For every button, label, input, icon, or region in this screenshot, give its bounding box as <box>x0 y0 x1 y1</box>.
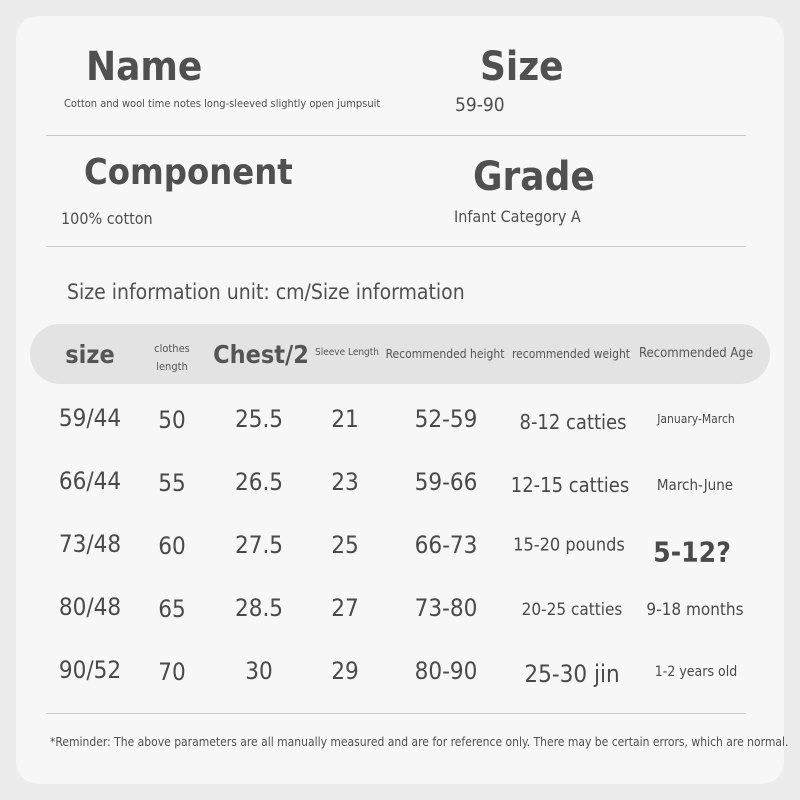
column-header: Sleeve Length <box>314 347 380 358</box>
column-header: Chest/2 <box>213 340 309 369</box>
weight-cell: 8-12 catties <box>519 410 627 434</box>
sleeve-cell: 23 <box>331 468 359 496</box>
height-cell: 80-90 <box>414 657 478 685</box>
chest-cell: 25.5 <box>234 405 284 433</box>
column-header: size <box>65 340 115 369</box>
size-cell: 73/48 <box>58 530 122 558</box>
height-cell: 73-80 <box>414 594 478 622</box>
size-cell: 80/48 <box>58 593 122 621</box>
divider <box>46 713 746 714</box>
weight-cell: 12-15 catties <box>510 473 630 497</box>
age-cell: March-June <box>656 476 734 494</box>
column-header: Recommended height <box>385 347 505 361</box>
chest-cell: 30 <box>245 657 273 685</box>
component-value: 100% cotton <box>61 209 153 228</box>
grade-value: Infant Category A <box>454 207 581 226</box>
age-cell: 1-2 years old <box>654 664 738 680</box>
chest-cell: 26.5 <box>234 468 284 496</box>
weight-cell: 20-25 catties <box>521 600 623 620</box>
name-heading: Name <box>86 44 203 90</box>
height-cell: 52-59 <box>414 405 478 433</box>
length-cell: 55 <box>158 469 186 497</box>
length-cell: 60 <box>158 532 186 560</box>
table-title: Size information unit: cm/Size information <box>67 280 465 304</box>
weight-cell: 25-30 jin <box>524 660 620 688</box>
column-header: recommended weight <box>511 347 631 361</box>
divider <box>46 246 746 247</box>
size-cell: 90/52 <box>58 656 122 684</box>
age-cell: 9-18 months <box>646 600 744 620</box>
length-cell: 65 <box>158 595 186 623</box>
weight-cell: 15-20 pounds <box>513 534 625 556</box>
size-cell: 66/44 <box>58 467 122 495</box>
column-header: Recommended Age <box>638 346 754 361</box>
sleeve-cell: 27 <box>331 594 359 622</box>
grade-heading: Grade <box>473 154 595 200</box>
sleeve-cell: 25 <box>331 531 359 559</box>
height-cell: 59-66 <box>414 468 478 496</box>
age-cell: January-March <box>657 412 735 426</box>
divider <box>46 135 746 136</box>
chest-cell: 28.5 <box>234 594 284 622</box>
component-heading: Component <box>84 152 293 193</box>
length-cell: 50 <box>158 406 186 434</box>
age-cell: 5-12? <box>653 535 731 569</box>
size-cell: 59/44 <box>58 404 122 432</box>
size-heading: Size <box>480 44 564 90</box>
reminder-note: *Reminder: The above parameters are all manually measured and are for reference only. There may be certain errors, which are normal. <box>50 735 789 749</box>
column-header: clothes length <box>154 342 190 373</box>
sleeve-cell: 21 <box>331 405 359 433</box>
height-cell: 66-73 <box>414 531 478 559</box>
size-value: 59-90 <box>455 94 505 116</box>
name-value: Cotton and wool time notes long-sleeved slightly open jumpsuit <box>64 97 381 110</box>
sleeve-cell: 29 <box>331 657 359 685</box>
length-cell: 70 <box>158 658 186 686</box>
chest-cell: 27.5 <box>234 531 284 559</box>
